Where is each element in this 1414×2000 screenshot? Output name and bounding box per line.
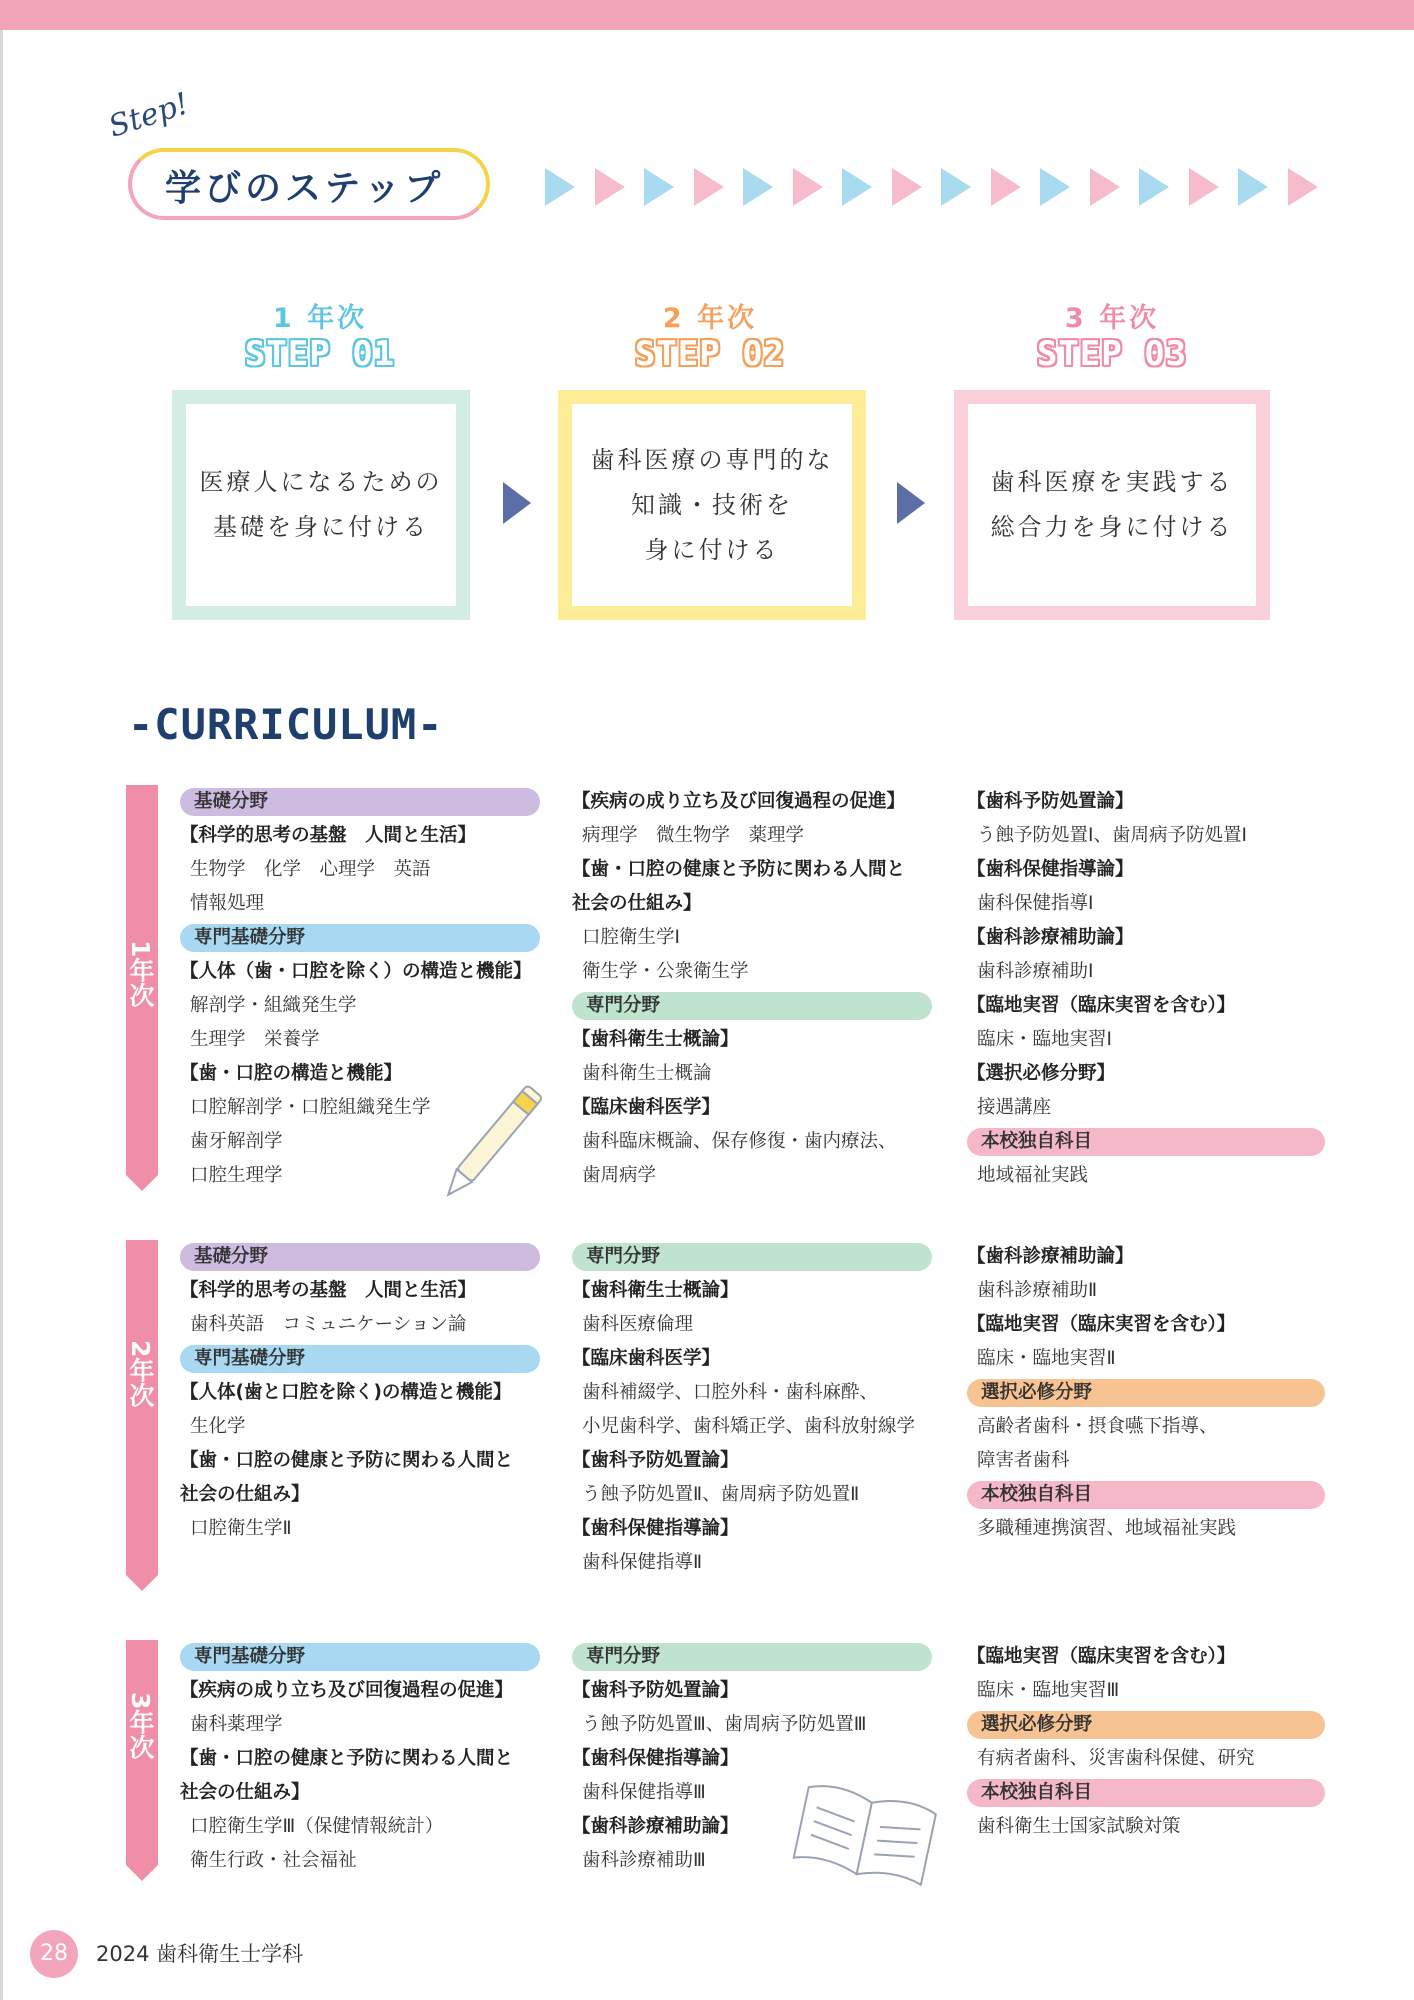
subject-heading: 【歯科保健指導論】 [572, 1518, 739, 1539]
step-text-1: 医療人になるための 基礎を身に付ける [199, 468, 443, 541]
triangle-decor [1288, 168, 1318, 206]
step-box-1 [172, 390, 470, 620]
course-list: 歯科診療補助Ⅰ [977, 961, 1094, 982]
category-pill: 専門基礎分野 [180, 1345, 540, 1373]
triangle-decor [793, 168, 823, 206]
subject-heading: 【歯科診療補助論】 [572, 1816, 739, 1837]
category-pill: 専門基礎分野 [180, 1643, 540, 1671]
course-list: 臨床・臨地実習Ⅰ [977, 1029, 1112, 1050]
course-list: 歯科衛生士国家試験対策 [977, 1816, 1181, 1837]
year-bar-tip [126, 1575, 158, 1591]
subject-heading: 【臨床歯科医学】 [572, 1348, 721, 1369]
triangle-decor [694, 168, 724, 206]
year-bar-2 [126, 1240, 158, 1575]
year-3-column-3 [967, 1640, 1325, 1844]
course-list: 口腔生理学 [190, 1165, 283, 1186]
top-bar [0, 0, 1414, 30]
subject-heading: 【選択必修分野】 [967, 1063, 1116, 1084]
subject-heading: 【臨床歯科医学】 [572, 1097, 721, 1118]
course-list: 衛生行政・社会福祉 [190, 1850, 357, 1871]
category-pill: 専門基礎分野 [180, 924, 540, 952]
subject-heading: 【歯科衛生士概論】 [572, 1029, 739, 1050]
course-list: 歯科衛生士概論 [582, 1063, 712, 1084]
course-list: 高齢者歯科・摂食嚥下指導、 [977, 1416, 1218, 1437]
step-box-2 [558, 390, 866, 620]
subject-heading: 社会の仕組み】 [180, 1484, 310, 1505]
category-pill: 専門分野 [572, 992, 932, 1020]
subject-heading: 【臨地実習（臨床実習を含む）】 [967, 995, 1236, 1016]
subject-heading: 【科学的思考の基盤 人間と生活】 [180, 1280, 477, 1301]
subject-heading: 【歯科診療補助論】 [967, 927, 1134, 948]
triangle-decor [842, 168, 872, 206]
category-pill: 専門分野 [572, 1643, 932, 1671]
course-list: 口腔解剖学・口腔組織発生学 [190, 1097, 431, 1118]
triangle-decor [1040, 168, 1070, 206]
course-list: 歯牙解剖学 [190, 1131, 283, 1152]
course-list: 病理学 微生物学 薬理学 [582, 825, 805, 846]
year-2-column-3 [967, 1240, 1325, 1546]
subject-heading: 【歯科予防処置論】 [572, 1680, 739, 1701]
step-number-1: STEP 01 [244, 334, 396, 374]
subject-heading: 【歯科保健指導論】 [572, 1748, 739, 1769]
subject-heading: 【歯科衛生士概論】 [572, 1280, 739, 1301]
subject-heading: 【臨地実習（臨床実習を含む）】 [967, 1646, 1236, 1667]
course-list: 歯周病学 [582, 1165, 657, 1186]
triangle-decor [1238, 168, 1268, 206]
category-pill: 選択必修分野 [967, 1379, 1325, 1407]
triangle-decor [892, 168, 922, 206]
triangle-decor [941, 168, 971, 206]
subject-heading: 【歯・口腔の構造と機能】 [180, 1063, 403, 1084]
course-list: 歯科補綴学、口腔外科・歯科麻酔、 [582, 1382, 879, 1403]
course-list: う蝕予防処置Ⅰ、歯周病予防処置Ⅰ [977, 825, 1247, 846]
subject-heading: 【臨地実習（臨床実習を含む）】 [967, 1314, 1236, 1335]
year-2-column-1 [180, 1240, 540, 1546]
course-list: 歯科保健指導Ⅱ [582, 1552, 703, 1573]
course-list: 有病者歯科、災害歯科保健、研究 [977, 1748, 1255, 1769]
course-list: 歯科英語 コミュニケーション論 [190, 1314, 467, 1335]
course-list: う蝕予防処置Ⅲ、歯周病予防処置Ⅲ [582, 1714, 867, 1735]
course-list: 臨床・臨地実習Ⅲ [977, 1680, 1120, 1701]
course-list: 情報処理 [190, 893, 265, 914]
category-pill: 基礎分野 [180, 788, 540, 816]
category-pill: 本校独自科目 [967, 1128, 1325, 1156]
course-list: 歯科保健指導Ⅲ [582, 1782, 706, 1803]
year-bar-tip [126, 1175, 158, 1191]
year-bar-tip [126, 1865, 158, 1881]
course-list: 歯科薬理学 [190, 1714, 283, 1735]
course-list: 歯科医療倫理 [582, 1314, 694, 1335]
footer-text: 2024 歯科衛生士学科 [96, 1942, 304, 1966]
triangle-decor [595, 168, 625, 206]
category-pill: 本校独自科目 [967, 1481, 1325, 1509]
triangle-decor [743, 168, 773, 206]
year-1-column-3 [967, 785, 1325, 1193]
course-list: 歯科保健指導Ⅰ [977, 893, 1094, 914]
subject-heading: 【歯科保健指導論】 [967, 859, 1134, 880]
year-3-column-1 [180, 1640, 540, 1878]
book-icon [790, 1780, 940, 1890]
subject-heading: 【人体（歯・口腔を除く）の構造と機能】 [180, 961, 532, 982]
subject-heading: 社会の仕組み】 [572, 893, 702, 914]
year-label-2: 2年次 [126, 1340, 155, 1408]
step-script: Step! [104, 86, 194, 145]
subject-heading: 【歯・口腔の健康と予防に関わる人間と [572, 859, 906, 880]
subject-heading: 【歯・口腔の健康と予防に関わる人間と [180, 1450, 514, 1471]
triangle-decor [545, 168, 575, 206]
step-year-1: 1 年次 [272, 303, 368, 334]
course-list: 小児歯科学、歯科矯正学、歯科放射線学 [582, 1416, 916, 1437]
page-edge [0, 30, 3, 2000]
step-box-3 [954, 390, 1270, 620]
step-year-3: 3 年次 [1064, 303, 1160, 334]
category-pill: 本校独自科目 [967, 1779, 1325, 1807]
course-list: 歯科診療補助Ⅱ [977, 1280, 1098, 1301]
subject-heading: 【疾病の成り立ち及び回復過程の促進】 [572, 791, 906, 812]
course-list: 接遇講座 [977, 1097, 1052, 1118]
subject-heading: 【疾病の成り立ち及び回復過程の促進】 [180, 1680, 514, 1701]
page-title: 学びのステップ [165, 168, 445, 209]
subject-heading: 【歯科予防処置論】 [572, 1450, 739, 1471]
course-list: 口腔衛生学Ⅲ（保健情報統計） [190, 1816, 444, 1837]
course-list: 解剖学・組織発生学 [190, 995, 357, 1016]
page-number: 28 [30, 1930, 78, 1978]
year-label-3: 3年次 [126, 1692, 155, 1760]
subject-heading: 【歯科予防処置論】 [967, 791, 1134, 812]
course-list: 障害者歯科 [977, 1450, 1070, 1471]
course-list: 臨床・臨地実習Ⅱ [977, 1348, 1116, 1369]
step-number-3: STEP 03 [1036, 334, 1188, 374]
course-list: 生化学 [190, 1416, 246, 1437]
step-text-2: 歯科医療の専門的な 知識・技術を 身に付ける [590, 445, 834, 564]
course-list: 生物学 化学 心理学 英語 [190, 859, 431, 880]
category-pill: 基礎分野 [180, 1243, 540, 1271]
course-list: 多職種連携演習、地域福祉実践 [977, 1518, 1237, 1539]
triangle-decor [991, 168, 1021, 206]
step-arrow-icon [897, 482, 925, 524]
step-number-2: STEP 02 [634, 334, 786, 374]
year-label-1: 1年次 [126, 940, 155, 1008]
triangle-decor [1090, 168, 1120, 206]
step-arrow-icon [503, 482, 531, 524]
course-list: 口腔衛生学Ⅰ [582, 927, 680, 948]
pen-icon [430, 1075, 550, 1215]
step-year-2: 2 年次 [662, 303, 758, 334]
triangle-decor [1189, 168, 1219, 206]
course-list: 歯科臨床概論、保存修復・歯内療法、 [582, 1131, 897, 1152]
subject-heading: 社会の仕組み】 [180, 1782, 310, 1803]
course-list: 衛生学・公衆衛生学 [582, 961, 749, 982]
course-list: 生理学 栄養学 [190, 1029, 320, 1050]
subject-heading: 【歯・口腔の健康と予防に関わる人間と [180, 1748, 514, 1769]
subject-heading: 【科学的思考の基盤 人間と生活】 [180, 825, 477, 846]
course-list: う蝕予防処置Ⅱ、歯周病予防処置Ⅱ [582, 1484, 860, 1505]
subject-heading: 【歯科診療補助論】 [967, 1246, 1134, 1267]
category-pill: 専門分野 [572, 1243, 932, 1271]
course-list: 地域福祉実践 [977, 1165, 1089, 1186]
triangle-decor [1139, 168, 1169, 206]
category-pill: 選択必修分野 [967, 1711, 1325, 1739]
course-list: 口腔衛生学Ⅱ [190, 1518, 292, 1539]
course-list: 歯科診療補助Ⅲ [582, 1850, 706, 1871]
triangle-decor [644, 168, 674, 206]
year-1-column-2 [572, 785, 932, 1193]
year-2-column-2 [572, 1240, 932, 1580]
step-text-3: 歯科医療を実践する 総合力を身に付ける [990, 468, 1234, 541]
curriculum-title: -CURRICULUM- [128, 700, 444, 749]
subject-heading: 【人体(歯と口腔を除く)の構造と機能】 [180, 1382, 512, 1403]
